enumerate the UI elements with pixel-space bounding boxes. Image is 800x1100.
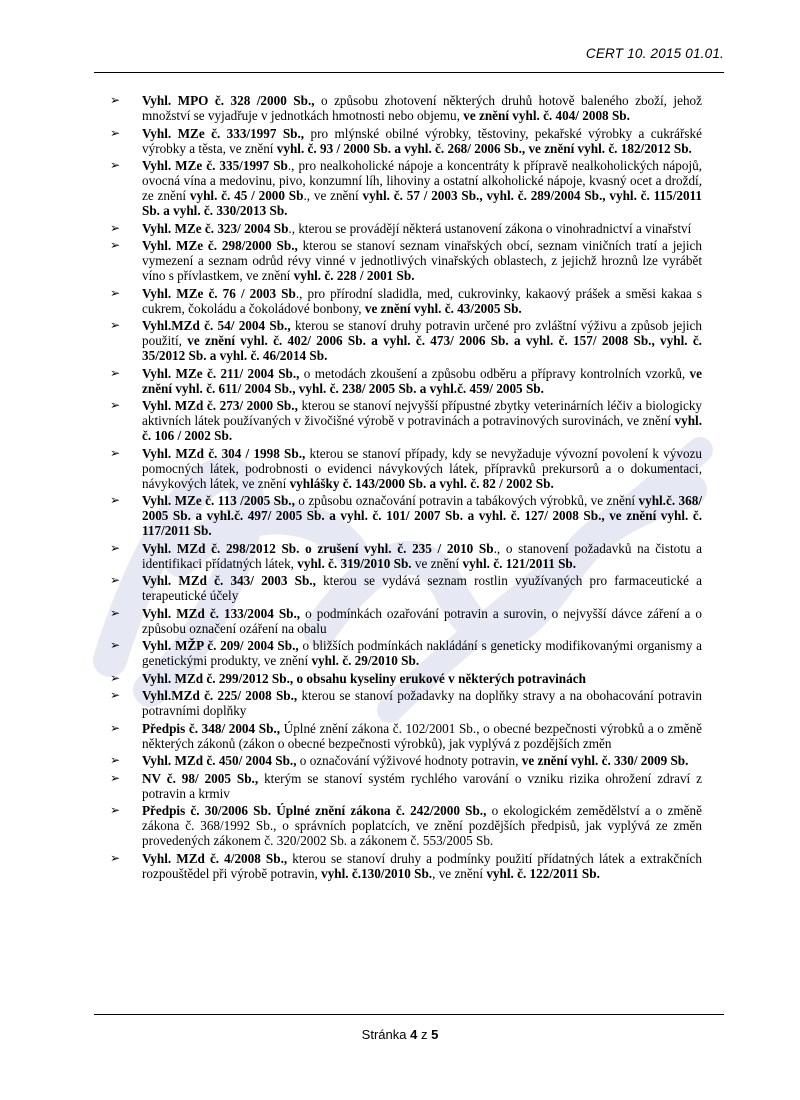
item-reference-bold: Vyhl. MZd č. 298/2012 Sb. o zrušení vyhl. č. 235 / 2010 Sb (142, 540, 494, 556)
item-reference-bold: ve znění vyhl. č. 404/ 2008 Sb. (463, 108, 630, 123)
item-text: pro mlýnské obilné výrobky, těstoviny, pekařské výrobky a cukrářské výrobky a těsta, ve znění (142, 125, 703, 156)
item-text: o podmínkách ozařování potravin a surovin, o nejvyšší dávce záření a o způsobu označení ozáření na obalu (142, 605, 702, 636)
document-header: CERT 10. 2015 01.01. (585, 46, 724, 61)
item-text: o způsobu označování potravin a tabákových výrobků, ve znění (294, 493, 639, 508)
item-reference-bold: Vyhl. MZe č. 333/1997 Sb., (142, 125, 305, 141)
item-reference-bold: vyhl. č. 228 / 2001 Sb. (293, 268, 415, 283)
list-item (110, 638, 702, 668)
item-text: ., o stanovení požadavků na čistotu a identifikaci přídatných látek, (142, 540, 702, 571)
item-reference-bold: vyhl. č.130/2010 Sb. (321, 865, 433, 881)
list-item (110, 318, 702, 363)
item-text: ., pro přírodní sladidla, med, cukrovinky, kakaový prášek a směsi kakaa s cukrem, čokoládu a čokoládové bonbony, (142, 285, 703, 316)
item-reference-bold: ve znění vyhl. č. 43/2005 Sb. (364, 300, 522, 316)
item-reference-bold: vyhl. č. 106 / 2002 Sb. (142, 413, 702, 443)
list-item (110, 721, 702, 751)
bullet-arrow-icon: ➢ (110, 753, 121, 767)
item-reference-bold: Vyhl. MZe č. 211/ 2004 Sb., (142, 365, 300, 381)
bullet-arrow-icon: ➢ (110, 365, 121, 380)
footer-of: z (420, 1027, 428, 1042)
list-item (110, 606, 702, 636)
bullet-arrow-icon: ➢ (110, 125, 121, 140)
list-item (110, 221, 702, 236)
item-reference-bold: Vyhl.MZd č. 54/ 2004 Sb., (142, 318, 291, 333)
item-text: kterým se stanoví systém rychlého varování o vzniku rizika ohrožení zdraví z potravin a krmiv (142, 770, 702, 801)
item-reference-bold: vyhl. č. 319/2010 Sb. (297, 555, 412, 571)
bullet-arrow-icon: ➢ (110, 220, 121, 235)
footer-page-number: 4 (410, 1027, 418, 1042)
list-item (110, 688, 702, 718)
list-item (110, 286, 702, 316)
bullet-arrow-icon: ➢ (110, 638, 121, 652)
list-item (110, 671, 702, 686)
bullet-arrow-icon: ➢ (110, 318, 121, 332)
legislation-list (110, 93, 702, 883)
item-text: kterou se stanoví nejvyšší přípustné zbytky veterinárních léčiv a biologicky aktivních látek používaných v živočišné výrobě v potravinách a potravinových surovinách, ve znění (142, 398, 703, 428)
item-reference-bold: Vyhl. MZd č. 450/ 2004 Sb., (142, 753, 297, 768)
list-item (110, 753, 702, 768)
item-text: kterou se stanoví případy, kdy se nevyžaduje vývozní povolení k vývozu pomocných látek, podrobnosti o evidenci návykových látek, přípravků prekursorů a o dokumentaci, návykových látek, ve znění (142, 445, 702, 491)
item-text: ve znění (411, 555, 463, 571)
item-reference-bold: vyhl. č. 45 / 2000 Sb (189, 188, 304, 203)
footer-page-total: 5 (431, 1027, 439, 1042)
item-reference-bold: Vyhl. MZd č. 133/2004 Sb., (142, 605, 301, 621)
page-footer (0, 1027, 800, 1042)
list-item (110, 93, 702, 123)
list-item (110, 493, 702, 538)
item-reference-bold: Vyhl. MZe č. 76 / 2003 Sb (142, 285, 296, 301)
item-text: kterou se stanoví seznam vinařských obcí, seznam viničních tratí a jejich vymezení a seznam odrůd révy vinné v jednotlivých vinařských oblastech, z jejichž hroznů lze vyrábět víno s přívlastkem, ve znění (142, 238, 702, 283)
item-reference-bold: Vyhl. MZe č. 113 /2005 Sb., (142, 493, 295, 508)
item-reference-bold: vyhl. č. 121/2011 Sb. (462, 555, 577, 571)
item-text: kterou se stanoví požadavky na doplňky stravy a na obohacování potravin potravními doplňky (142, 688, 703, 718)
list-item (110, 238, 702, 283)
item-reference-bold: Předpis č. 348/ 2004 Sb., (142, 720, 281, 736)
item-reference-bold: vyhlášky č. 143/2000 Sb. a vyhl. č. 82 / 2002 Sb. (289, 475, 554, 491)
item-reference-bold: Vyhl. MZd č. 273/ 2000 Sb., (142, 398, 298, 413)
bullet-arrow-icon: ➢ (110, 238, 121, 252)
item-text: o ekologickém zemědělství a o změně zákona č. 368/1992 Sb., o správních poplatcích, ve znění pozdějších předpisů, jak vyplývá ze změn provedených zákonem č. 320/2002 Sb. a zákonem č. 553/2005 Sb. (142, 803, 702, 848)
item-reference-bold: NV č. 98/ 2005 Sb., (142, 770, 259, 786)
bullet-arrow-icon: ➢ (110, 605, 121, 620)
item-text: o bližších podmínkách nakládání s geneticky modifikovanými organismy a genetickými produkty, ve znění (142, 638, 702, 668)
item-text: , ve znění (432, 865, 487, 881)
footer-divider (94, 1014, 724, 1015)
list-item (110, 573, 702, 603)
item-text: o způsobu zhotovení některých druhů hotově baleného zboží, jehož množství se vyjadřuje v jednotkách hmotnosti nebo objemu, (142, 93, 702, 123)
item-reference-bold: ve znění vyhl. č. 402/ 2006 Sb. a vyhl. č. 473/ 2006 Sb. a vyhl. č. 157/ 2008 Sb., vyhl. č. 35/2012 Sb. a vyhl. č. 46/2014 Sb. (142, 333, 702, 363)
item-reference-bold: ve znění vyhl. č. 611/ 2004 Sb., vyhl. č. 238/ 2005 Sb. a vyhl.č. 459/ 2005 Sb. (142, 365, 702, 396)
item-reference-bold: vyhl. č. 122/2011 Sb. (486, 865, 600, 881)
item-text: ., pro nealkoholické nápoje a koncentráty k přípravě nealkoholických nápojů, ovocná vína a medovinu, pivo, konzumní líh, lihoviny a ostatní alkoholické nápoje, kvasný ocet a droždí, ze znění (142, 158, 702, 203)
list-item (110, 803, 702, 848)
bullet-arrow-icon: ➢ (110, 573, 121, 587)
item-text: kterou se stanoví druhy a podmínky použití přídatných látek a extrakčních rozpouštědel při výrobě potravin, (142, 850, 702, 881)
item-text: o metodách zkoušení a způsobu odběru a přípravy kontrolních vzorků, (299, 365, 690, 381)
footer-prefix: Stránka (361, 1027, 407, 1042)
bullet-arrow-icon: ➢ (110, 850, 121, 865)
item-reference-bold: Vyhl. MZd č. 343/ 2003 Sb., (142, 573, 316, 588)
bullet-arrow-icon: ➢ (110, 688, 121, 702)
bullet-arrow-icon: ➢ (110, 493, 121, 507)
item-reference-bold: Vyhl. MZe č. 323/ 2004 Sb (142, 220, 289, 236)
item-text: o označování výživové hodnoty potravin, (296, 753, 522, 768)
list-item (110, 398, 702, 443)
header-divider (94, 72, 724, 73)
item-reference-bold: Předpis č. 30/2006 Sb. Úplné znění zákona č. 242/2000 Sb., (142, 803, 487, 818)
list-item (110, 771, 702, 801)
bullet-arrow-icon: ➢ (110, 158, 121, 172)
bullet-arrow-icon: ➢ (110, 285, 121, 300)
item-text: kterou se vydává seznam rostlin využívaných pro farmaceutické a terapeutické účely (142, 573, 702, 603)
bullet-arrow-icon: ➢ (110, 445, 121, 460)
item-reference-bold: vyhl.č. 368/ 2005 Sb. a vyhl.č. 497/ 2005 Sb. a vyhl. č. 101/ 2007 Sb. a vyhl. č. 127/ 2008 Sb., ve znění vyhl. č. 117/2011 Sb. (142, 493, 702, 538)
item-reference-bold: Vyhl. MZd č. 4/2008 Sb., (142, 850, 288, 866)
bullet-arrow-icon: ➢ (110, 803, 121, 817)
bullet-arrow-icon: ➢ (110, 398, 121, 412)
item-reference-bold: Vyhl. MZe č. 298/2000 Sb., (142, 238, 298, 253)
item-reference-bold: Vyhl. MZd č. 304 / 1998 Sb., (142, 445, 306, 461)
item-reference-bold: Vyhl. MŽP č. 209/ 2004 Sb., (142, 638, 299, 653)
list-item (110, 158, 702, 218)
item-reference-bold: Vyhl. MZd č. 299/2012 Sb., o obsahu kyseliny erukové v některých potravinách (142, 670, 586, 686)
item-reference-bold: ve znění vyhl. č. 330/ 2009 Sb. (521, 753, 689, 768)
item-reference-bold: Vyhl. MPO č. 328 /2000 Sb., (142, 93, 315, 108)
bullet-arrow-icon: ➢ (110, 720, 121, 735)
item-reference-bold: vyhl. č. 93 / 2000 Sb. a vyhl. č. 268/ 2006 Sb., ve znění vyhl. č. 182/2012 Sb. (276, 140, 692, 156)
item-reference-bold: Vyhl. MZe č. 335/1997 Sb (142, 158, 288, 173)
bullet-arrow-icon: ➢ (110, 770, 121, 785)
list-item (110, 446, 702, 491)
item-text: kterou se stanoví druhy potravin určené pro zvláštní výživu a způsob jejich použití, (142, 318, 702, 348)
item-text: ., kterou se provádějí některá ustanovení zákona o vinohradnictví a vinařství (288, 220, 692, 236)
item-reference-bold: vyhl. č. 29/2010 Sb. (311, 653, 420, 668)
list-item (110, 851, 702, 881)
bullet-arrow-icon: ➢ (110, 540, 121, 555)
list-item (110, 541, 702, 571)
list-item (110, 126, 702, 156)
item-text: ., ve znění (303, 188, 363, 203)
item-reference-bold: Vyhl.MZd č. 225/ 2008 Sb., (142, 688, 298, 703)
bullet-arrow-icon: ➢ (110, 93, 121, 107)
bullet-arrow-icon: ➢ (110, 670, 121, 685)
item-text: Úplné znění zákona č. 102/2001 Sb., o obecné bezpečnosti výrobků a o změně některých zákonů (zákon o obecné bezpečnosti výrobků), jak vyplývá z pozdějších změn (142, 720, 702, 751)
item-reference-bold: vyhl. č. 57 / 2003 Sb., vyhl. č. 289/2004 Sb., vyhl. č. 115/2011 Sb. a vyhl. č. 330/2013 Sb. (142, 188, 702, 218)
list-item (110, 366, 702, 396)
